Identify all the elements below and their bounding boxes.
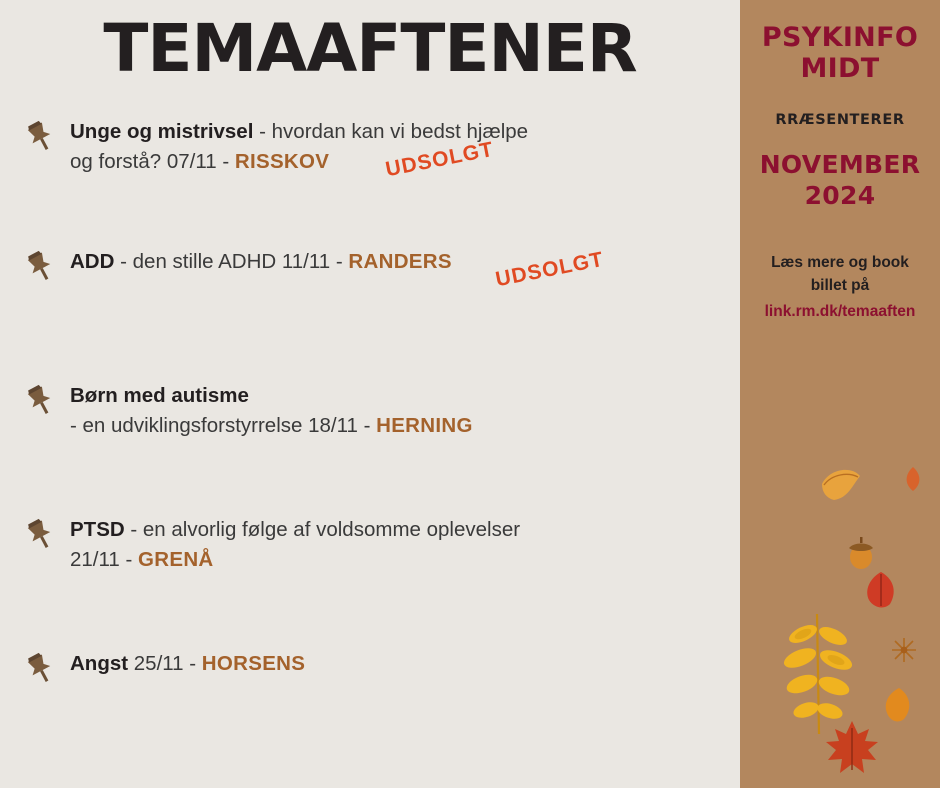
- event-desc2: - en udviklingsforstyrrelse 18/11 -: [70, 414, 377, 438]
- leaf-icon: [818, 464, 864, 504]
- pushpin-icon: [22, 119, 70, 153]
- event-text: [70, 515, 722, 574]
- list-item[interactable]: [22, 117, 722, 213]
- leaf-icon: [862, 570, 900, 610]
- booking-info: [750, 251, 930, 323]
- event-text: [70, 649, 722, 679]
- event-title: Børn med autisme: [70, 384, 249, 408]
- spider-icon: [890, 636, 918, 664]
- month-label: NOVEMBER: [759, 150, 921, 180]
- list-item[interactable]: [22, 515, 722, 615]
- event-title: ADD: [70, 250, 115, 274]
- booking-line-2: billet på: [810, 277, 870, 295]
- event-location: HORSENS: [201, 652, 306, 676]
- brand-line-1: PSYKINFO: [761, 22, 919, 53]
- date-label: [740, 150, 940, 211]
- event-location: RANDERS: [348, 250, 452, 274]
- pushpin-icon: [22, 383, 70, 417]
- booking-line-1: Læs mere og book: [771, 254, 909, 272]
- brand-name: [740, 0, 940, 84]
- brand-line-2: MIDT: [800, 53, 880, 85]
- status-badge: UDSOLGT: [493, 248, 606, 292]
- maple-leaf-icon: [824, 718, 880, 778]
- list-item[interactable]: [22, 381, 722, 481]
- leaf-icon: [902, 466, 924, 492]
- acorn-icon: [846, 536, 876, 570]
- event-text: [70, 381, 722, 440]
- event-desc: 25/11 -: [128, 652, 202, 676]
- list-item[interactable]: [22, 247, 722, 347]
- event-desc2: 21/11 -: [70, 548, 138, 572]
- event-title: Unge og mistrivsel: [70, 120, 254, 144]
- pushpin-icon: [22, 517, 70, 551]
- leaf-icon: [882, 686, 916, 724]
- pushpin-icon: [22, 651, 70, 685]
- page-title: TEMAAFTENER: [103, 10, 637, 87]
- event-desc: - en alvorlig følge af voldsomme oplevelser: [124, 518, 521, 542]
- presents-label: RRÆSENTERER: [775, 112, 905, 129]
- event-desc: - den stille ADHD 11/11 -: [114, 250, 349, 274]
- event-desc2: og forstå? 07/11 -: [70, 150, 235, 174]
- sidebar: [740, 0, 940, 788]
- list-item[interactable]: [22, 649, 722, 709]
- year-label: 2024: [804, 180, 876, 210]
- event-title: PTSD: [70, 518, 125, 542]
- booking-link[interactable]: link.rm.dk/temaaften: [764, 302, 916, 320]
- event-title: Angst: [70, 652, 129, 676]
- event-text: [70, 117, 722, 182]
- event-list: [0, 117, 740, 709]
- event-location: RISSKOV: [234, 150, 330, 174]
- status-badge: UDSOLGT: [383, 138, 496, 182]
- event-location: HERNING: [376, 414, 473, 438]
- pushpin-icon: [22, 249, 70, 283]
- event-desc: - hvordan kan vi bedst hjælpe: [253, 120, 529, 144]
- event-location: GRENÅ: [138, 548, 214, 572]
- event-text: [70, 247, 722, 292]
- autumn-leaves-decoration: [740, 440, 940, 788]
